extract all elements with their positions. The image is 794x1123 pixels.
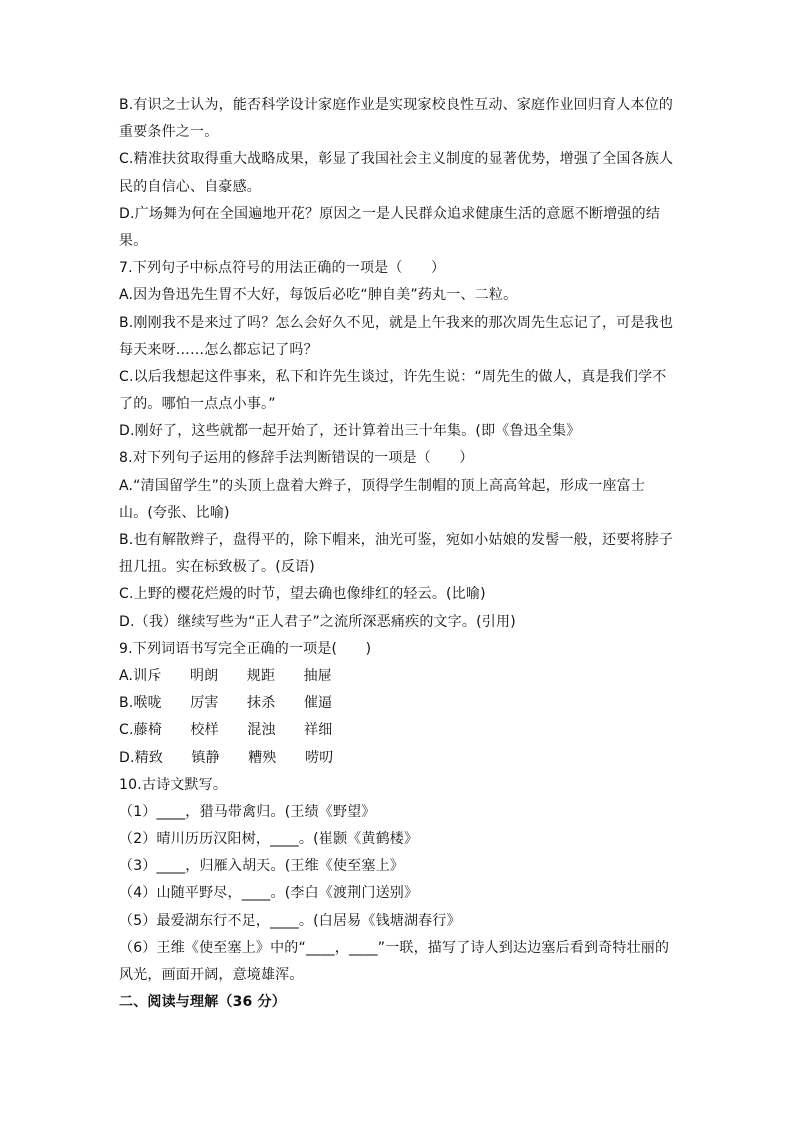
poem-item-6: （6）王维《使至塞上》中的“____，____”一联，描写了诗人到达边塞后看到奇特壮丽的 <box>119 939 670 956</box>
option-a: A.“清国留学生”的头顶上盘着大辫子，顶得学生制帽的顶上高高耸起，形成一座富士 <box>119 477 646 494</box>
option-c: C.藤椅 校样 混浊 祥细 <box>119 722 333 739</box>
option-a: A.因为鲁迅先生胃不大好，每饭后必吃“胂自美”药丸一、二粒。 <box>119 287 518 304</box>
option-c: C.以后我想起这件事来，私下和许先生谈过，许先生说：“周先生的做人，真是我们学不 <box>119 368 667 385</box>
text-line: 重要条件之一。 <box>119 124 219 141</box>
option-d: D.精致 镇静 糟殃 唠叨 <box>119 749 334 766</box>
text-line: C.精准扶贫取得重大战略成果，彰显了我国社会主义制度的显著优势，增强了全国各族人 <box>119 151 674 168</box>
poem-item-5: （5）最爱湖东行不足，____。(白居易《钱塘湖春行》 <box>119 912 461 929</box>
section-heading: 二、阅读与理解（36 分） <box>119 994 286 1011</box>
question-7: 7.下列句子中标点符号的用法正确的一项是（ ） <box>119 260 446 277</box>
question-10: 10.古诗文默写。 <box>119 776 228 793</box>
text-line: 民的自信心、自豪感。 <box>119 178 261 195</box>
poem-item-3: （3）____，归雁入胡天。(王维《使至塞上》 <box>119 858 404 875</box>
poem-item-1: （1）____，猎马带禽归。(王绩《野望》 <box>119 803 376 820</box>
question-9: 9.下列词语书写完全正确的一项是( ) <box>119 640 372 657</box>
poem-item-4: （4）山随平野尽，____。(李白《渡荆门送别》 <box>119 885 419 902</box>
option-d: D.（我）继续写些为“正人君子”之流所深恶痛疾的文字。(引用) <box>119 613 516 630</box>
document-body <box>119 92 679 1016</box>
poem-item-2: （2）晴川历历汉阳树，____。(崔颢《黄鹤楼》 <box>119 831 419 848</box>
text-line: 山。(夸张、比喻) <box>119 504 230 521</box>
text-line: D.广场舞为何在全国遍地开花？原因之一是人民群众追求健康生活的意愿不断增强的结 <box>119 205 661 222</box>
text-line: 扭几扭。实在标致极了。(反语) <box>119 559 315 576</box>
option-a: A.训斥 明朗 规距 抽屉 <box>119 667 332 684</box>
text-line: 了的。哪怕一点点小事。” <box>119 396 276 413</box>
text-line: 果。 <box>119 232 148 249</box>
text-line: 每天来呀……怎么都忘记了吗？ <box>119 341 318 358</box>
text-line: B.有识之士认为，能否科学设计家庭作业是实现家校良性互动、家庭作业回归育人本位的 <box>119 97 674 113</box>
option-b: B.也有解散辫子，盘得平的，除下帽来，油光可鉴，宛如小姑娘的发髻一般，还要将脖子 <box>119 532 674 548</box>
option-c: C.上野的樱花烂熳的时节，望去确也像绯红的轻云。(比喻) <box>119 586 486 603</box>
question-8: 8.对下列句子运用的修辞手法判断错误的一项是（ ） <box>119 450 474 467</box>
option-d: D.刚好了，这些就都一起开始了，还计算着出三十年集。(即《鲁迅全集》 <box>119 423 581 440</box>
option-b: B.喉咙 厉害 抹杀 催逼 <box>119 695 333 712</box>
option-b: B.刚刚我不是来过了吗？怎么会好久不见，就是上午我来的那次周先生忘记了，可是我也 <box>119 314 674 331</box>
text-line: 风光，画面开阔，意境雄浑。 <box>119 967 304 983</box>
